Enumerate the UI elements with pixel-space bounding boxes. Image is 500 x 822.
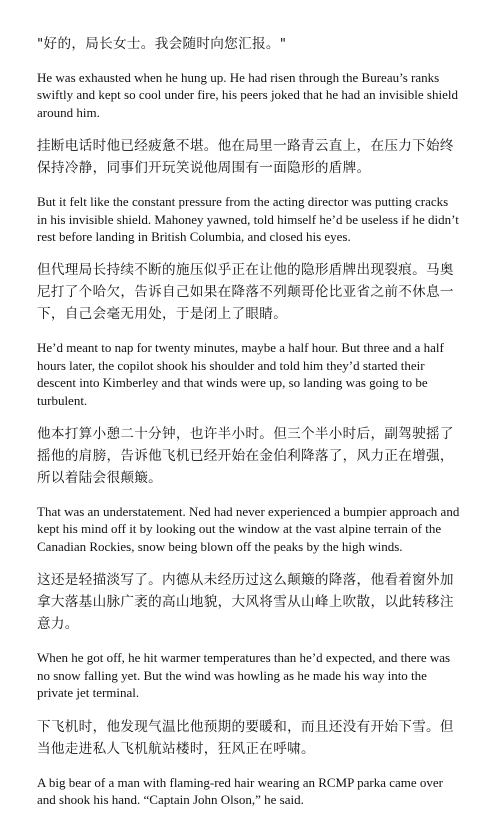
paragraph-en-5: When he got off, he hit warmer temperatures than he’d expected, and there was no snow falling yet. But the wind was howling as he made his way into the private jet terminal. [37,650,451,701]
paragraph-en-1: He was exhausted when he hung up. He had risen through the Bureau’s ranks swiftly and kept so cool under fire, his peers joked that he had an invisible shield around him. [37,70,458,120]
paragraph-en-3: He’d meant to nap for twenty minutes, maybe a half hour. But three and a half hours later, the copilot shook his shoulder and told him they’d started their descent into Kimberley and that winds were up, so landing was going to be turbulent. [37,340,444,408]
paragraph-en-2: But it felt like the constant pressure from the acting director was putting cracks in his invisible shield. Mahoney yawned, told himself he’d be useless if he didn’t rest before landing in British Columbia, and closed his eyes. [37,194,459,245]
paragraph-en-6: A big bear of a man with flaming-red hair wearing an RCMP parka came over and shook his hand. “Captain John Olson,” he said. [37,774,443,807]
paragraph-zh-6: 下飞机时，他发现气温比他预期的要暖和，而且还没有开始下雪。但当他走进私人飞机航站楼时，狂风正在呼啸。 [37,718,454,757]
paragraph-zh-3: 但代理局长持续不断的施压似乎正在让他的隐形盾牌出现裂痕。马奥尼打了个哈欠，告诉自己如果在降落不列颠哥伦比亚省之前不休息一下，自己会毫无用处，于是闭上了眼睛。 [37,262,454,323]
paragraph-en-4: That was an understatement. Ned had never experienced a bumpier approach and kept his mind off it by looking out the window at the vast alpine terrain of the Canadian Rockies, snow being blown off the peaks by the high winds. [37,504,460,554]
paragraph-zh-2: 挂断电话时他已经疲惫不堪。他在局里一路青云直上，在压力下始终保持冷静，同事们开玩笑说他周围有一面隐形的盾牌。 [37,138,454,177]
document-page [37,33,461,822]
paragraph-zh-5: 这还是轻描淡写了。内德从未经历过这么颠簸的降落，他看着窗外加拿大落基山脉广袤的高山地貌，大风将雪从山峰上吹散，以此转移注意力。 [37,572,454,633]
paragraph-zh-1: "好的，局长女士。我会随时向您汇报。" [37,36,287,52]
paragraph-zh-4: 他本打算小憩二十分钟，也许半小时。但三个半小时后，副驾驶摇了摇他的肩膀，告诉他飞机已经开始在金伯利降落了，风力正在增强，所以着陆会很颠簸。 [37,426,454,487]
